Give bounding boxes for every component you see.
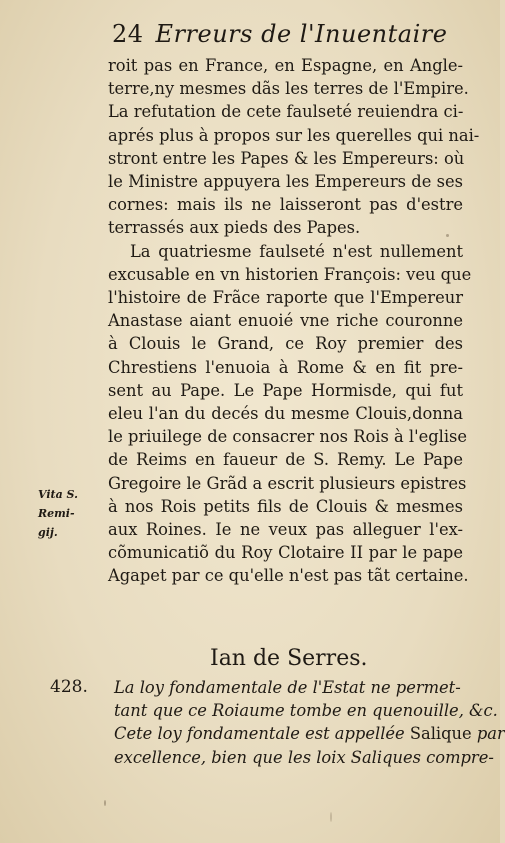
text-line: terre,ny mesmes dãs les terres de l'Empire. [108,79,469,99]
paper-speck [446,234,449,237]
text-line: de Reims en faueur de S. Remy. Le Pape [108,450,463,470]
margin-note-line: Remi- [38,507,75,520]
text-line: le Ministre appuyera les Empereurs de ses [108,172,463,192]
text-line: La refutation de cete faulseté reuiendra ci- [108,102,464,122]
text-line: le priuilege de consacrer nos Rois à l'eglise [108,427,468,447]
text-line: à nos Rois petits fils de Clouis & mesmes [108,496,463,516]
paper-speck [330,812,332,822]
entry-text-italic: Cete loy fondamentale est appellée [114,724,405,744]
text-line: eleu l'an du decés du mesme Clouis,donna [108,404,463,424]
margin-note-line: Vita S. [38,488,78,501]
text-line: sent au Pape. Le Pape Hormisde, qui fut [108,380,463,400]
entry-text-italic: par [471,724,505,744]
text-line: l'histoire de Frãce raporte que l'Empereur [108,288,463,308]
text-line: excusable en vn historien François: veu que [108,264,472,284]
entry-line: La loy fondamentale de l'Estat ne permet- [114,678,461,697]
entry-number: 428. [50,677,88,697]
running-header [112,20,452,48]
section-title: Ian de Serres. [210,646,368,671]
entry-line: tant que ce Roiaume tombe en quenouille, &c. [114,701,498,721]
margin-note-line: gij. [38,526,58,539]
text-line: Chrestiens l'enuoia à Rome & en fit pre- [108,357,463,377]
text-line: roit pas en France, en Espagne, en Angle- [108,56,463,75]
text-line: terrassés aux pieds des Papes. [108,218,361,238]
text-line: Agapet par ce qu'elle n'est pas tãt certaine. [108,566,469,586]
text-line: Anastase aiant enuoié vne riche couronne [108,311,463,331]
text-line: stront entre les Papes & les Empereurs: où [108,148,465,168]
numbered-entry [50,676,505,769]
text-line: cõmunicatiõ du Roy Clotaire II par le pape [108,543,463,563]
text-line: Gregoire le Grãd a escrit plusieurs epistres [108,473,467,493]
text-line: cornes: mais ils ne laisseront pas d'estre [108,195,463,215]
entry-line [114,722,505,745]
entry-line: excellence, bien que les loix Saliques compre- [114,747,494,767]
text-line: aux Roines. Ie ne veux pas alleguer l'ex- [108,520,463,540]
text-line: La quatriesme faulseté n'est nullement [130,241,463,261]
text-line: à Clouis le Grand, ce Roy premier des [108,334,463,354]
margin-note [38,485,98,542]
paper-speck [104,800,106,806]
entry-text-roman: Salique [404,724,472,744]
text-line: aprés plus à propos sur les querelles qui nai- [108,125,480,145]
body-text [108,54,480,588]
running-title: Erreurs de l'Inuentaire [155,20,448,48]
page-number: 24 [112,20,144,48]
